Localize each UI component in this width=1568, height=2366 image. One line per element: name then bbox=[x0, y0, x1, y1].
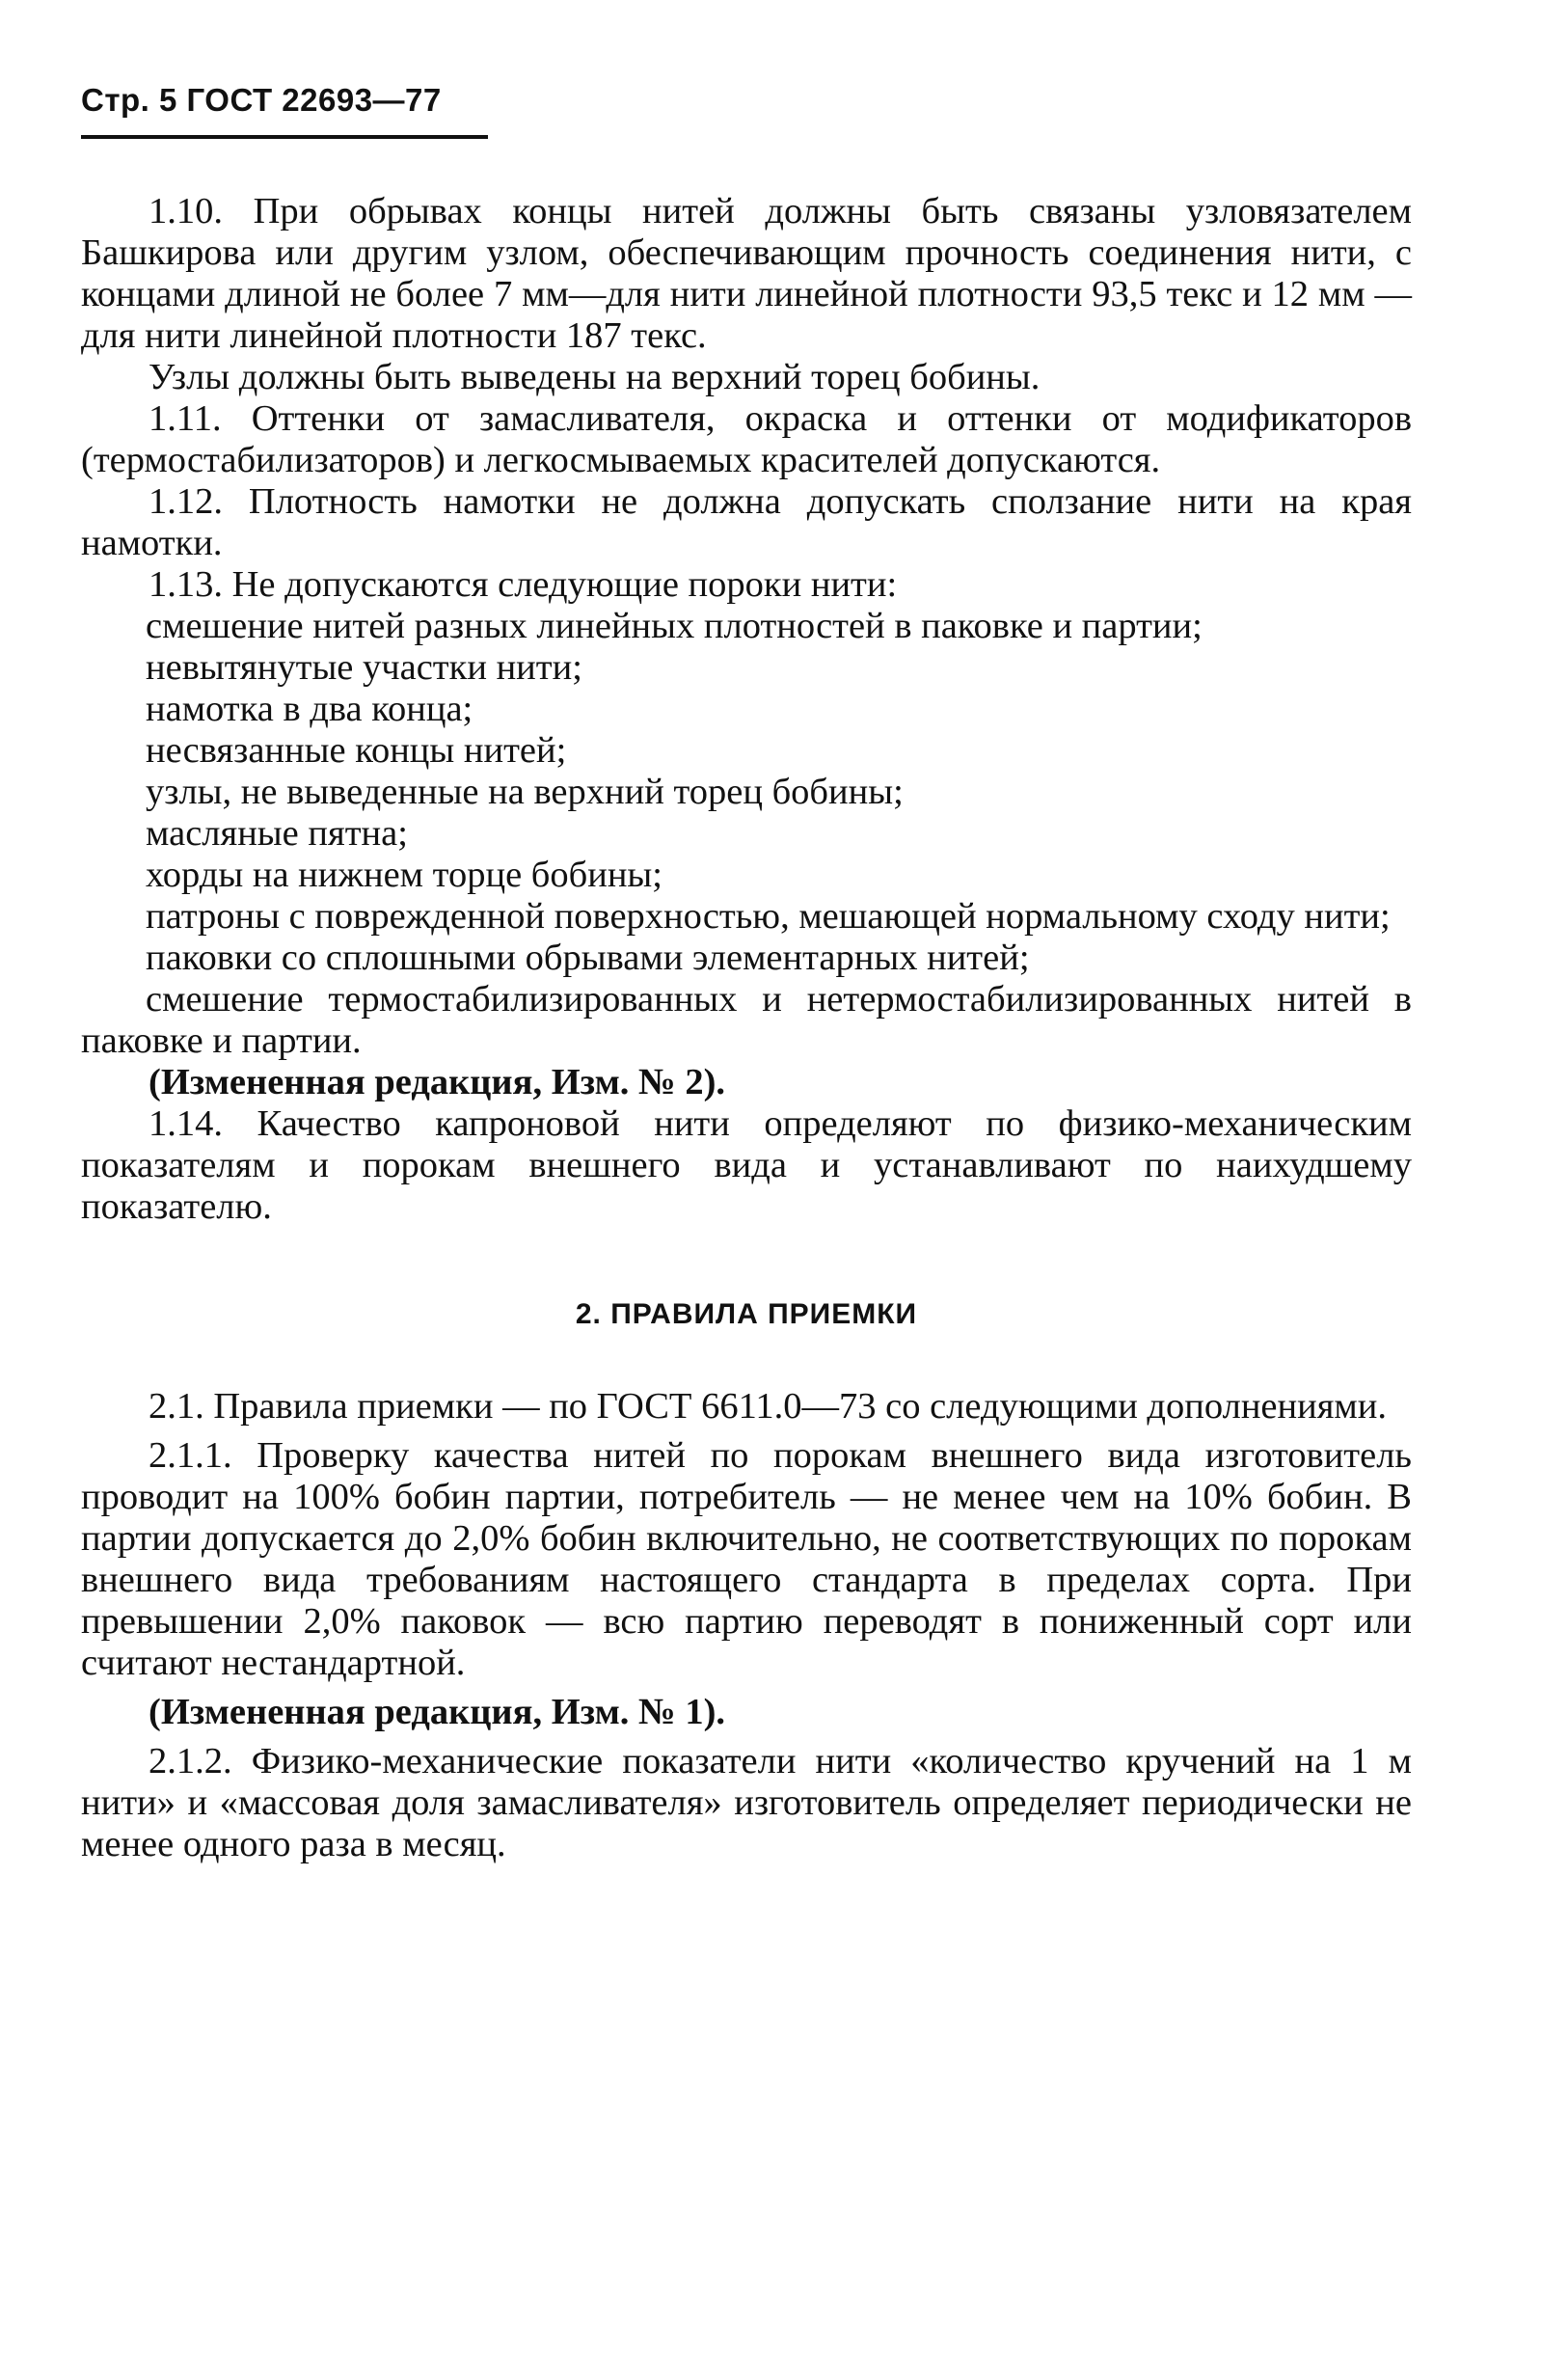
header-rule bbox=[81, 135, 488, 139]
document-page bbox=[81, 81, 1412, 1865]
document-body bbox=[81, 191, 1412, 1865]
clause-1-10: 1.10. При обрывах концы нитей должны быть связаны узловязателем Башкирова или другим узлом, обеспечивающим прочность соединения нити, с концами длиной не более 7 мм—для нити линейной плотности 93,5 текс и 12 мм — для нити линейной плотности 187 текс. bbox=[81, 191, 1412, 356]
defect-item: несвязанные концы нитей; bbox=[146, 730, 567, 771]
running-head: Стр. 5 ГОСТ 22693—77 bbox=[81, 82, 442, 118]
clause-1-14: 1.14. Качество капроновой нити определяют по физико-механическим показателям и порокам внешнего вида и устанавливают по наихудшему показателю. bbox=[81, 1103, 1412, 1227]
defect-item: узлы, не выведенные на верхний торец бобины; bbox=[146, 772, 904, 812]
defect-item: смешение термостабилизированных и нетермостабилизированных нитей в паковке и партии. bbox=[81, 979, 1412, 1061]
clause-2-1-1: 2.1.1. Проверку качества нитей по порокам внешнего вида изготовитель проводит на 100% бобин партии, потребитель — не менее чем на 10% бобин. В партии допускается до 2,0% бобин включительно, не соответствующих по порокам внешнего вида требованиям настоящего стандарта в пределах сорта. При превышении 2,0% паковок — всю партию переводят в пониженный сорт или считают нестандартной. bbox=[81, 1435, 1412, 1683]
clause-1-10-knots: Узлы должны быть выведены на верхний торец бобины. bbox=[149, 357, 1041, 397]
clause-1-11: 1.11. Оттенки от замасливателя, окраска и оттенки от модификаторов (термостабилизаторов) и легкосмываемых красителей допускаются. bbox=[81, 398, 1412, 480]
amendment-note-1: (Измененная редакция, Изм. № 1). bbox=[149, 1692, 726, 1732]
amendment-note-2: (Измененная редакция, Изм. № 2). bbox=[149, 1062, 726, 1102]
clause-2-1-2: 2.1.2. Физико-механические показатели нити «количество кручений на 1 м нити» и «массовая доля замасливателя» изготовитель определяет периодически не менее одного раза в месяц. bbox=[81, 1741, 1412, 1864]
defect-item: хорды на нижнем торце бобины; bbox=[146, 855, 662, 895]
clause-2-1: 2.1. Правила приемки — по ГОСТ 6611.0—73 со следующими дополнениями. bbox=[149, 1386, 1388, 1427]
defect-item: патроны с поврежденной поверхностью, мешающей нормальному сходу нити; bbox=[146, 896, 1391, 937]
section-title: 2. ПРАВИЛА ПРИЕМКИ bbox=[575, 1298, 918, 1330]
defect-item: намотка в два конца; bbox=[146, 689, 473, 729]
clause-1-13: 1.13. Не допускаются следующие пороки нити: bbox=[149, 564, 898, 605]
clause-1-12: 1.12. Плотность намотки не должна допускать сползание нити на края намотки. bbox=[81, 481, 1412, 563]
defect-item: смешение нитей разных линейных плотностей в паковке и партии; bbox=[146, 606, 1203, 646]
defect-item: паковки со сплошными обрывами элементарных нитей; bbox=[146, 938, 1030, 978]
defect-item: масляные пятна; bbox=[146, 813, 408, 854]
defect-item: невытянутые участки нити; bbox=[146, 647, 582, 688]
